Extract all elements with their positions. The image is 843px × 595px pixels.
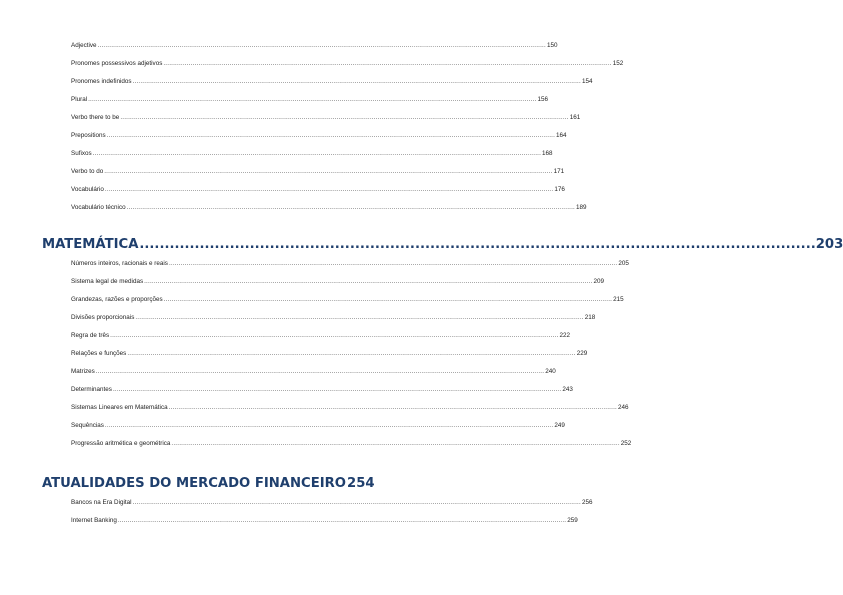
toc-entry-label: Relações e funções xyxy=(71,350,127,357)
toc-entry-label: Regra de três xyxy=(71,332,110,339)
dot-leader xyxy=(88,96,536,104)
toc-entry[interactable] xyxy=(71,278,605,296)
toc-entry-page: 243 xyxy=(562,386,573,393)
toc-entry-label: Adjective xyxy=(71,42,97,49)
toc-entry-label: Bancos na Era Digital xyxy=(71,499,132,506)
toc-entry[interactable] xyxy=(71,499,593,517)
toc-entry-page: 229 xyxy=(576,350,588,357)
toc-list-english xyxy=(71,42,624,222)
toc-entry-page: 156 xyxy=(537,96,549,103)
toc-list-atualidades xyxy=(71,499,593,535)
toc-entry[interactable] xyxy=(71,204,587,222)
toc-entry-page: 171 xyxy=(553,168,565,175)
dot-leader xyxy=(96,368,544,376)
toc-entry[interactable] xyxy=(71,168,565,186)
dot-leader xyxy=(169,404,617,412)
dot-leader xyxy=(133,499,581,507)
section-heading-page: 254 xyxy=(347,476,375,491)
dot-leader xyxy=(113,386,561,394)
toc-entry[interactable] xyxy=(71,114,581,132)
dot-leader xyxy=(93,150,541,158)
dot-leader xyxy=(144,278,592,286)
dot-leader xyxy=(104,168,552,176)
toc-entry-page: 256 xyxy=(581,499,593,506)
dot-leader xyxy=(133,78,581,86)
toc-entry[interactable] xyxy=(71,96,549,114)
dot-leader xyxy=(120,114,568,122)
toc-entry-page: 189 xyxy=(576,204,587,211)
toc-entry-label: Números inteiros, racionais e reais xyxy=(71,260,168,267)
dot-leader xyxy=(139,236,815,254)
toc-entry-page: 215 xyxy=(613,296,624,303)
toc-entry-label: Vocabulário xyxy=(71,186,104,193)
toc-entry[interactable] xyxy=(71,60,624,78)
toc-entry-label: Sistema legal de medidas xyxy=(71,278,144,285)
toc-entry-label: Prepositions xyxy=(71,132,106,139)
section-heading-matematica[interactable] xyxy=(42,236,843,254)
toc-entry-label: Internet Banking xyxy=(71,517,117,524)
toc-entry[interactable] xyxy=(71,440,632,458)
toc-entry-page: 205 xyxy=(618,260,629,267)
toc-entry[interactable] xyxy=(71,42,558,60)
dot-leader xyxy=(164,296,612,304)
toc-entry-page: 164 xyxy=(556,132,567,139)
toc-entry[interactable] xyxy=(71,422,565,440)
toc-entry-page: 249 xyxy=(554,422,565,429)
toc-entry[interactable] xyxy=(71,132,567,150)
toc-entry-label: Progressão aritmética e geométrica xyxy=(71,440,171,447)
dot-leader xyxy=(105,422,553,430)
toc-entry[interactable] xyxy=(71,386,573,404)
toc-list-matematica xyxy=(71,260,632,458)
toc-entry-label: Sufixos xyxy=(71,150,92,157)
toc-entry-page: 222 xyxy=(559,332,571,339)
toc-entry-page: 209 xyxy=(593,278,605,285)
toc-entry-page: 252 xyxy=(620,440,632,447)
toc-entry[interactable] xyxy=(71,296,624,314)
toc-entry[interactable] xyxy=(71,517,578,535)
toc-entry-page: 176 xyxy=(554,186,565,193)
dot-leader xyxy=(110,332,558,340)
toc-entry-label: Matrizes xyxy=(71,368,95,375)
toc-entry-page: 246 xyxy=(617,404,629,411)
dot-leader xyxy=(127,350,575,358)
toc-entry-page: 259 xyxy=(567,517,578,524)
dot-leader xyxy=(163,60,611,68)
toc-entry[interactable] xyxy=(71,260,629,278)
section-heading-page: 203 xyxy=(815,237,843,252)
toc-entry-page: 154 xyxy=(581,78,593,85)
toc-entry[interactable] xyxy=(71,350,588,368)
toc-entry[interactable] xyxy=(71,78,593,96)
toc-entry-label: Verbo to do xyxy=(71,168,104,175)
toc-entry-label: Verbo there to be xyxy=(71,114,120,121)
toc-entry[interactable] xyxy=(71,368,556,386)
toc-entry-label: Determinantes xyxy=(71,386,112,393)
toc-entry-page: 218 xyxy=(584,314,596,321)
toc-entry-page: 240 xyxy=(545,368,556,375)
section-heading-label: ATUALIDADES DO MERCADO FINANCEIRO xyxy=(42,476,347,491)
toc-entry-label: Grandezas, razões e proporções xyxy=(71,296,163,303)
toc-entry[interactable] xyxy=(71,186,565,204)
toc-entry-page: 161 xyxy=(569,114,581,121)
toc-entry-label: Pronomes possessivos adjetivos xyxy=(71,60,163,67)
toc-entry-label: Divisões proporcionais xyxy=(71,314,135,321)
section-heading-label: MATEMÁTICA xyxy=(42,237,139,252)
dot-leader xyxy=(118,517,566,525)
toc-entry-label: Plural xyxy=(71,96,88,103)
toc-entry[interactable] xyxy=(71,404,629,422)
toc-entry-page: 168 xyxy=(542,150,553,157)
dot-leader xyxy=(105,186,553,194)
toc-entry[interactable] xyxy=(71,332,571,350)
dot-leader xyxy=(127,204,575,212)
dot-leader xyxy=(171,440,619,448)
toc-entry-label: Pronomes indefinidos xyxy=(71,78,132,85)
dot-leader xyxy=(169,260,617,268)
section-heading-atualidades[interactable] xyxy=(42,475,375,493)
toc-entry-page: 152 xyxy=(612,60,624,67)
dot-leader xyxy=(98,42,546,50)
toc-entry-label: Sequências xyxy=(71,422,104,429)
toc-entry-page: 150 xyxy=(546,42,558,49)
toc-entry[interactable] xyxy=(71,314,596,332)
dot-leader xyxy=(107,132,555,140)
toc-entry[interactable] xyxy=(71,150,553,168)
dot-leader xyxy=(135,314,583,322)
toc-entry-label: Vocabulário técnico xyxy=(71,204,126,211)
toc-entry-label: Sistemas Lineares em Matemática xyxy=(71,404,168,411)
